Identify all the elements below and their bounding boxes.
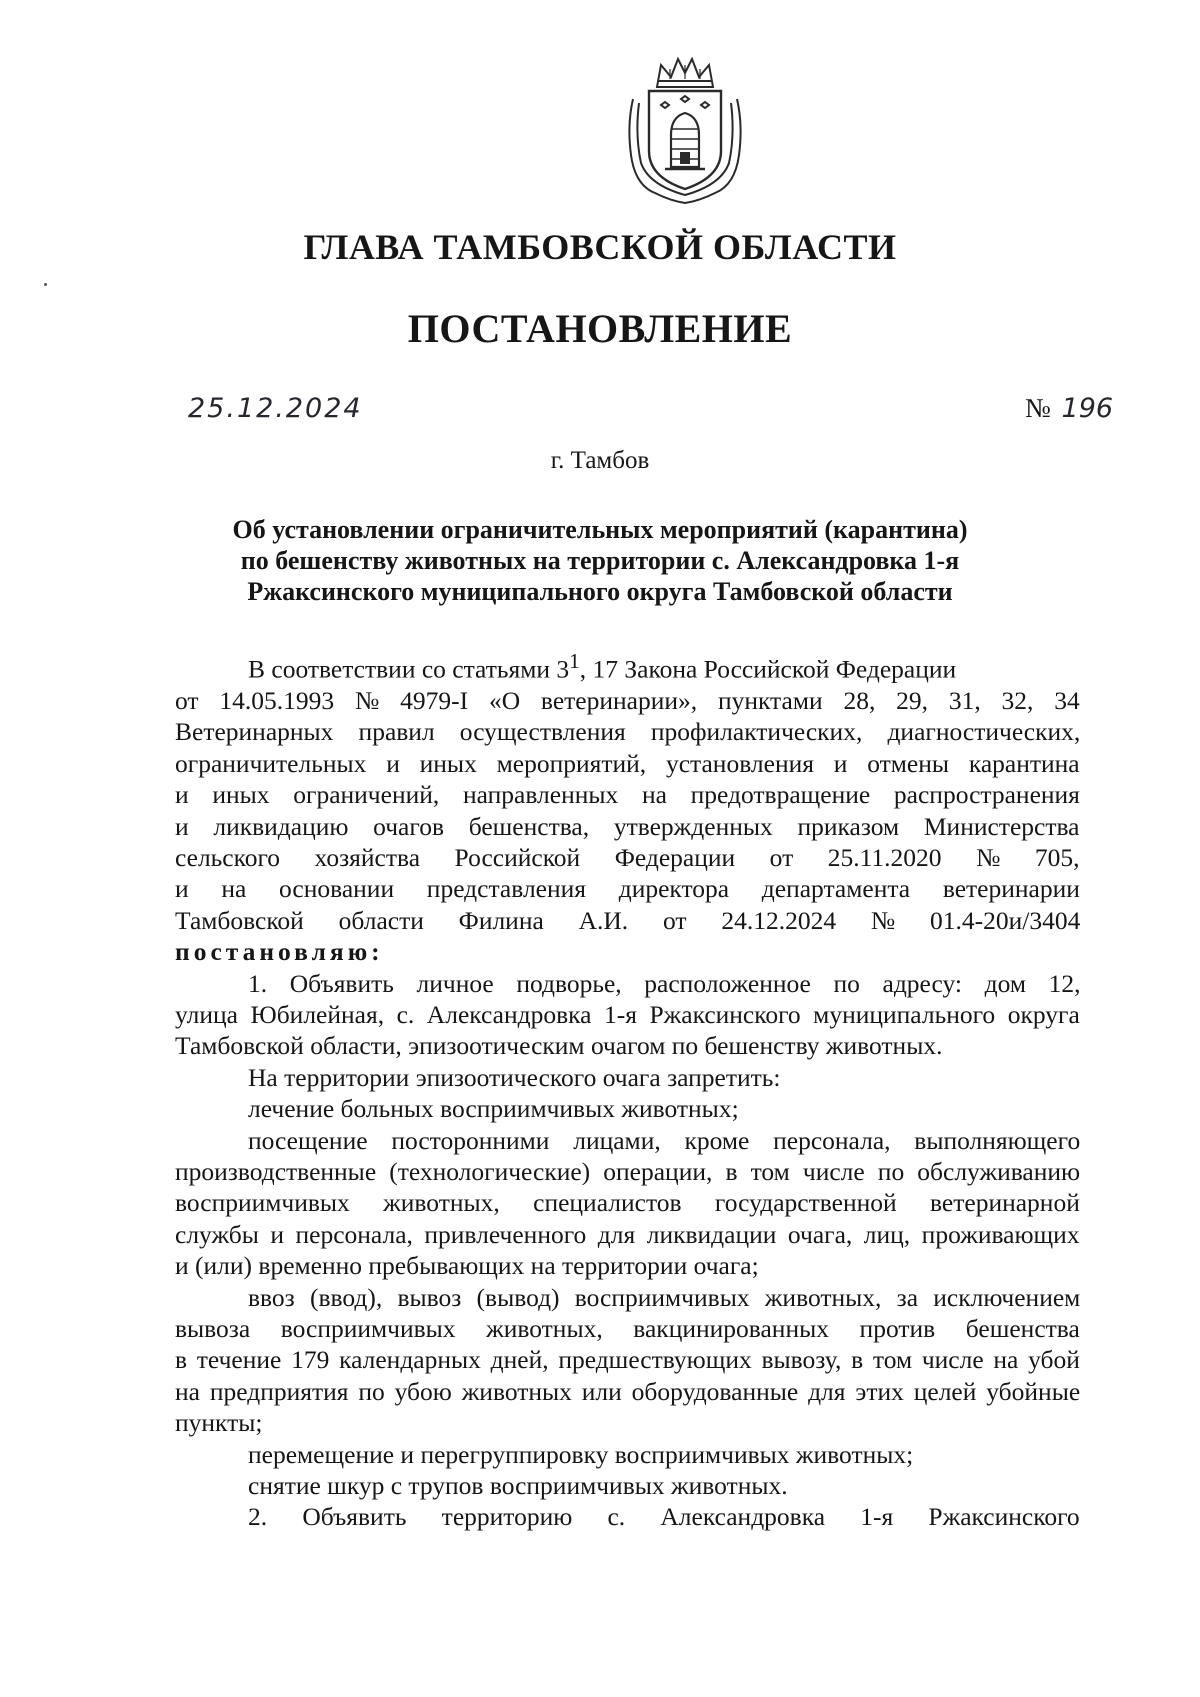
ban-transport-line: ввоз (ввод), вывоз (вывод) восприимчивых животных, за исключением [248,1282,1081,1312]
document-number [1025,393,1113,424]
decree-word: постановляю: [175,937,384,967]
ban-visit-line: службы и персонала, привлеченного для ликвидации очага, лиц, проживающих [175,1219,1080,1249]
preamble-line: Ветеринарных правил осуществления профилактических, диагностических, [175,717,1081,747]
ban-transport-line: в течение 179 календарных дней, предшествующих вывозу, в том числе на убой [175,1345,1080,1375]
preamble-line: сельского хозяйства Российской Федерации от 25.11.2020 № 705, [175,842,1080,872]
ban-skins: снятие шкур с трупов восприимчивых животных. [248,1471,788,1501]
preamble-line: и иных ограничений, направленных на предотвращение распространения [175,780,1080,810]
number-value: 196 [1061,393,1114,424]
preamble-text: В соответствии со статьями 3 [248,654,570,684]
city: г. Тамбов [550,447,650,474]
clause-1-line: 1. Объявить личное подворье, расположенное по адресу: дом 12, [248,968,1081,998]
scan-speck [44,283,47,286]
ban-visit-line: посещение посторонними лицами, кроме персонала, выполняющего [248,1125,1081,1155]
clause-1-line: улица Юбилейная, с. Александровка 1-я Ржаксинского муниципального округа [175,999,1080,1029]
preamble-text: , 17 Закона Российской Федерации [579,654,957,684]
clause-2-line: 2. Объявить территорию с. Александровка 1-я Ржаксинского [248,1502,1080,1532]
title-line: по бешенству животных на территории с. Александровка 1-я [240,546,960,575]
superscript: 1 [569,649,580,673]
ban-visit-line: производственные (технологические) операции, в том числе по обслуживанию [175,1157,1081,1186]
preamble-line: от 14.05.1993 № 4979-I «О ветеринарии», пунктами 28, 29, 31, 32, 34 [175,685,1080,715]
ban-visit-line: восприимчивых животных, специалистов государственной ветеринарной [175,1188,1080,1218]
ban-treatment: лечение больных восприимчивых животных; [248,1094,739,1124]
ban-transport-line: пункты; [175,1408,263,1438]
document-title [180,514,1020,607]
preamble-line: и на основании представления директора департамента ветеринарии [175,874,1080,904]
title-line: Ржаксинского муниципального округа Тамбовской области [247,577,953,606]
document-type: ПОСТАНОВЛЕНИЕ [407,306,793,351]
preamble-line: ограничительных и иных мероприятий, установления и отмены карантина [175,748,1080,778]
document-body [175,646,1080,1533]
ban-transport-line: вывоза восприимчивых животных, вакцинированных против бешенства [175,1314,1080,1344]
preamble-line: и ликвидацию очагов бешенства, утвержденных приказом Министерства [175,811,1080,841]
ban-visit-line: и (или) временно пребывающих на территории очага; [175,1251,759,1281]
ban-regroup: перемещение и перегруппировку восприимчивых животных; [248,1439,914,1469]
preamble-line [175,646,1080,685]
ban-intro: На территории эпизоотического очага запретить: [248,1062,781,1092]
clause-1-line: Тамбовской области, эпизоотическим очагом по бешенству животных. [175,1031,943,1061]
number-label: № [1025,393,1051,423]
preamble-line: Тамбовской области Филина А.И. от 24.12.2024 № 01.4-20и/3404 [175,905,1081,935]
coat-of-arms-icon [625,55,745,205]
ban-transport-line: на предприятия по убою животных или оборудованные для этих целей убойные [175,1376,1081,1406]
document-date: 25.12.2024 [188,393,363,424]
authority-name: ГЛАВА ТАМБОВСКОЙ ОБЛАСТИ [303,227,897,267]
title-line: Об установлении ограничительных мероприятий (карантина) [232,515,968,544]
